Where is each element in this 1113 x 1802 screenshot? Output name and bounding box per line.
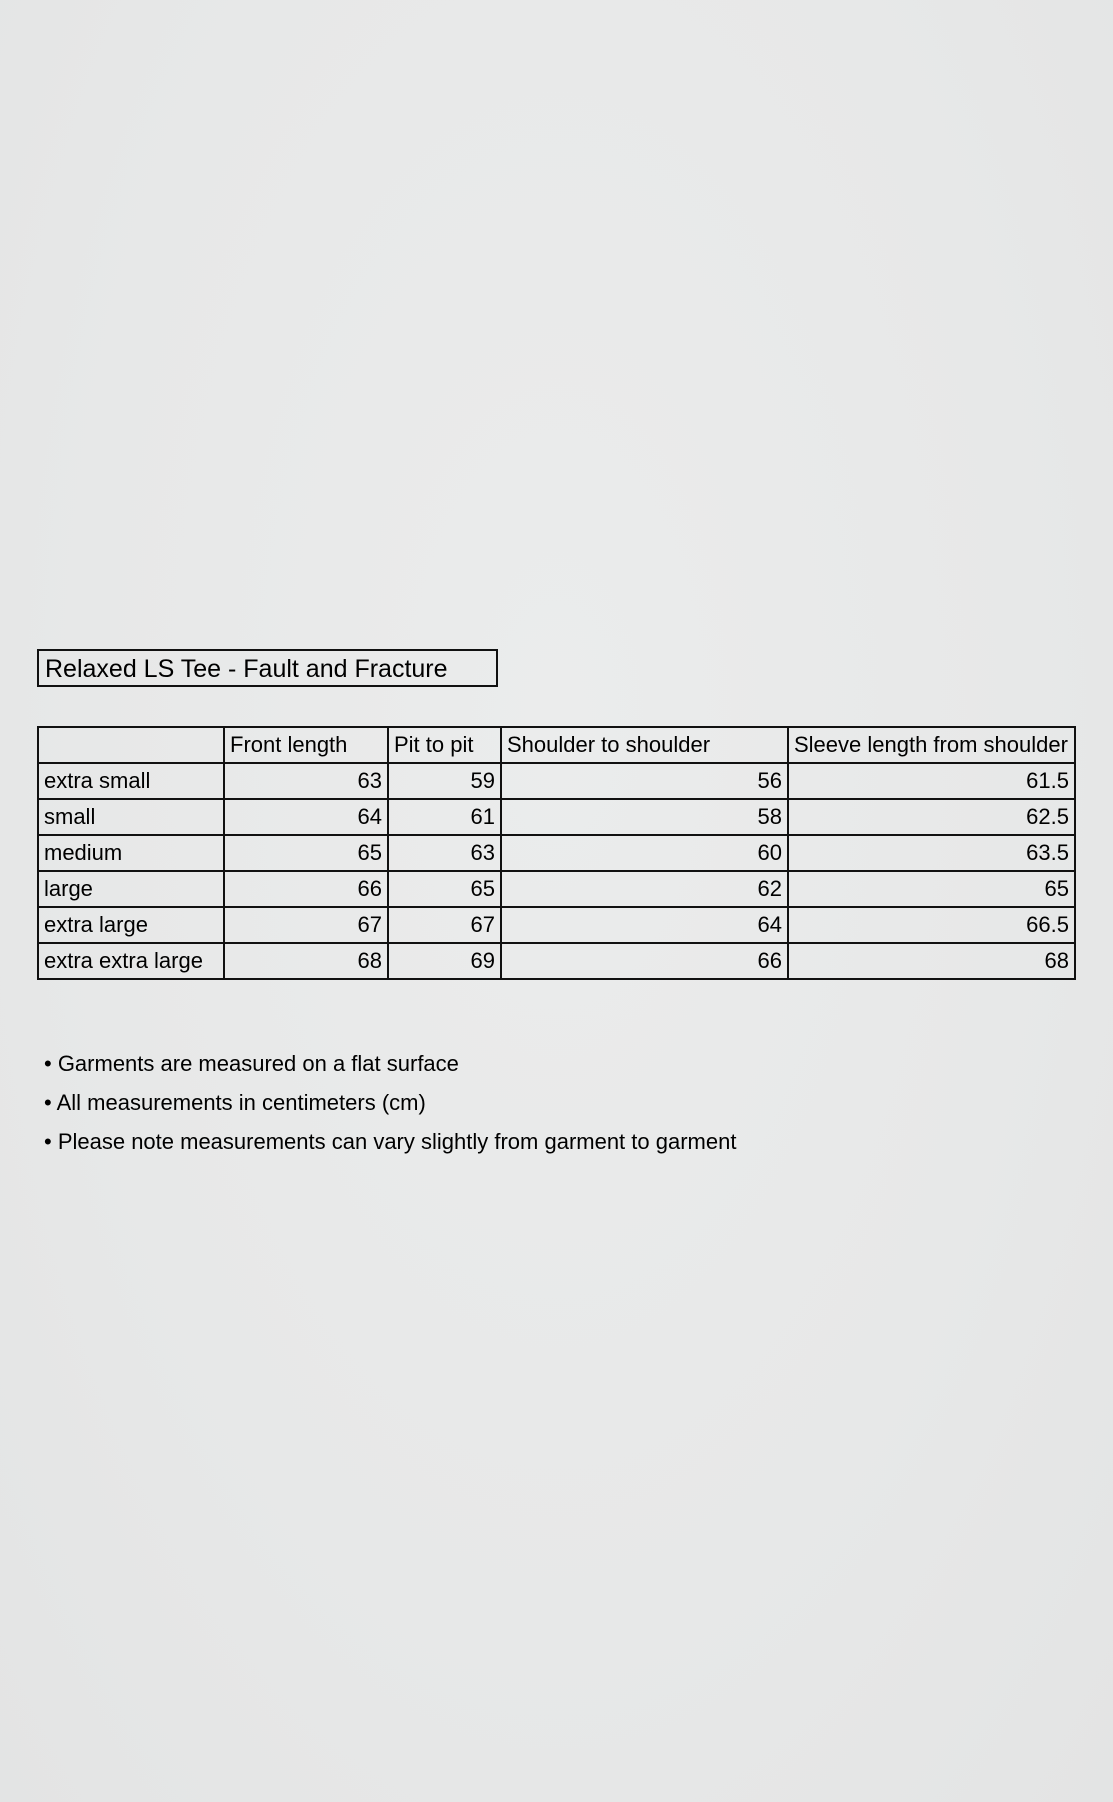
shoulder-to-shoulder-cell: 64 [501, 907, 788, 943]
table-row [38, 907, 1075, 943]
sleeve-length-cell: 68 [788, 943, 1075, 979]
shoulder-to-shoulder-cell: 56 [501, 763, 788, 799]
pit-to-pit-cell: 61 [388, 799, 501, 835]
chart-title: Relaxed LS Tee - Fault and Fracture [37, 649, 498, 687]
header-cell-sleeve-length: Sleeve length from shoulder [788, 727, 1075, 763]
sleeve-length-cell: 61.5 [788, 763, 1075, 799]
table-header-row [38, 727, 1075, 763]
size-label-cell: extra large [38, 907, 224, 943]
shoulder-to-shoulder-cell: 66 [501, 943, 788, 979]
front-length-cell: 63 [224, 763, 388, 799]
size-label-cell: medium [38, 835, 224, 871]
header-cell-size [38, 727, 224, 763]
size-label-cell: extra extra large [38, 943, 224, 979]
header-cell-front-length: Front length [224, 727, 388, 763]
pit-to-pit-cell: 65 [388, 871, 501, 907]
sleeve-length-cell: 63.5 [788, 835, 1075, 871]
shoulder-to-shoulder-cell: 62 [501, 871, 788, 907]
table-row [38, 871, 1075, 907]
sleeve-length-cell: 66.5 [788, 907, 1075, 943]
front-length-cell: 66 [224, 871, 388, 907]
front-length-cell: 67 [224, 907, 388, 943]
front-length-cell: 68 [224, 943, 388, 979]
table-row [38, 943, 1075, 979]
size-label-cell: large [38, 871, 224, 907]
table-row [38, 835, 1075, 871]
measurement-notes [44, 1044, 736, 1161]
pit-to-pit-cell: 59 [388, 763, 501, 799]
size-chart-table [37, 726, 1076, 980]
table-row [38, 763, 1075, 799]
note-item: • All measurements in centimeters (cm) [44, 1090, 426, 1115]
size-label-cell: small [38, 799, 224, 835]
pit-to-pit-cell: 67 [388, 907, 501, 943]
table-row [38, 799, 1075, 835]
shoulder-to-shoulder-cell: 58 [501, 799, 788, 835]
sleeve-length-cell: 62.5 [788, 799, 1075, 835]
header-cell-pit-to-pit: Pit to pit [388, 727, 501, 763]
pit-to-pit-cell: 69 [388, 943, 501, 979]
pit-to-pit-cell: 63 [388, 835, 501, 871]
size-label-cell: extra small [38, 763, 224, 799]
front-length-cell: 64 [224, 799, 388, 835]
front-length-cell: 65 [224, 835, 388, 871]
header-cell-shoulder-to-shoulder: Shoulder to shoulder [501, 727, 788, 763]
sleeve-length-cell: 65 [788, 871, 1075, 907]
shoulder-to-shoulder-cell: 60 [501, 835, 788, 871]
note-item: • Garments are measured on a flat surface [44, 1051, 459, 1076]
note-item: • Please note measurements can vary slightly from garment to garment [44, 1129, 737, 1154]
